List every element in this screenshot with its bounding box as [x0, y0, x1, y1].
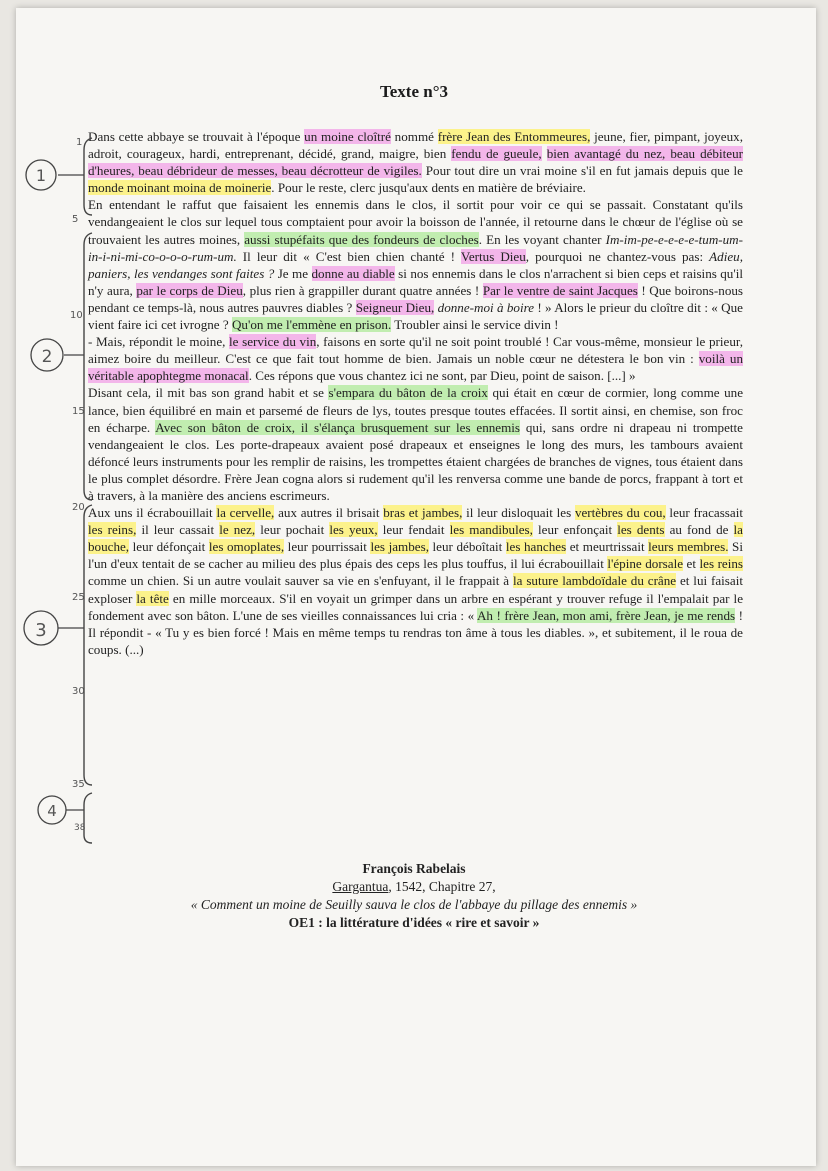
- text-segment: Aux uns il écrabouillait: [88, 505, 217, 521]
- text-segment: [542, 146, 547, 161]
- chapter-subtitle: « Comment un moine de Seuilly sauva le clos de l'abbaye du pillage des ennemis »: [190, 897, 638, 912]
- text-segment: aux autres il brisait: [274, 505, 384, 521]
- highlighted-text: voilà un véritable apophtegme monacal: [88, 351, 743, 384]
- text-segment: leur fendait: [377, 522, 450, 538]
- book-reference: [0, 878, 828, 896]
- section-number-2: 2: [41, 347, 53, 367]
- text-segment: Je me: [274, 265, 312, 281]
- highlighted-text: donne au diable: [311, 265, 395, 281]
- paragraph: [88, 333, 743, 384]
- line-number: 25: [72, 592, 85, 603]
- text-segment: et meurtrissait: [566, 539, 649, 555]
- text-segment: Pour tout dire un vrai moine s'il en fut jamais depuis que le: [421, 163, 743, 179]
- text-segment: Dans cette abbaye se trouvait à l'époque: [88, 129, 305, 144]
- text-segment: leur enfonçait: [532, 522, 618, 538]
- text-segment: il leur cassait: [136, 522, 220, 538]
- text-segment: leur fracassait: [665, 505, 743, 521]
- text-segment: . Ces répons que vous chantez ici ne sont, par Dieu, point de saison. [...] »: [248, 368, 636, 384]
- text-segment: ! Il répondit - « Tu y es bien forcé ! Mais en même temps tu rendras ton âme à tous les diables. », et subitement, il le roua de coups. (...): [88, 607, 744, 657]
- line-number: 10: [70, 310, 83, 321]
- text-segment: au fond de: [664, 522, 734, 538]
- paragraph: [88, 504, 743, 658]
- highlighted-text: bien avantagé du nez, beau débiteur d'heures, beau débrideur de messes, beau décrotteur de vigiles.: [88, 146, 743, 179]
- highlighted-text: les yeux,: [329, 522, 378, 538]
- text-segment: Adieu, paniers, les vendanges sont faites ?: [88, 248, 743, 281]
- text-segment: ! » Alors le prieur du cloître dit : « Que vient faire ici cet ivrogne ?: [88, 299, 743, 333]
- highlighted-text: s'empara du bâton de la croix: [328, 385, 488, 401]
- course-object: OE1 : la littérature d'idées « rire et savoir »: [288, 915, 540, 930]
- citation-footer: [0, 860, 828, 932]
- line-number: 35: [72, 779, 85, 790]
- text-segment: Im-im-pe-e-e-e-e-tum-um-in-i-ni-mi-co-o-o-o-rum-um.: [88, 231, 743, 264]
- book-title: Gargantua: [332, 879, 389, 894]
- section-number-1: 1: [35, 166, 47, 185]
- text-segment: qui, sans ordre ni drapeau ni trompette vendangeaient le clos. Les porte-drapeaux avaient posé drapeaux et enseignes le long des murs, les tambours avaient défoncé leurs instruments pour les remplir de raisins, les trompettes étaient chargées de branches de vignes, tous étaient dans le plus complet désordre. Frère Jean cogna alors si rudement qu'il les renversa comme une bande de porcs, frappant à tort et à travers, à la manière des anciens escrimeurs.: [88, 419, 743, 503]
- highlighted-text: fendu de gueule,: [451, 146, 542, 162]
- text-segment: nommé: [390, 129, 438, 144]
- text-segment: leur déboîtait: [428, 539, 506, 555]
- text-segment: . Pour le reste, clerc jusqu'aux dents en matière de bréviaire.: [271, 180, 586, 196]
- highlighted-text: la tête: [136, 590, 169, 606]
- text-segment: ! Que boirons-nous pendant ce temps-là, nous autres pauvres diables ?: [88, 282, 744, 315]
- line-number: 15: [72, 406, 85, 417]
- highlighted-text: les dents: [617, 522, 665, 538]
- paragraph: [88, 384, 743, 504]
- text-segment: il leur disloquait les: [462, 505, 575, 521]
- text-segment: leur pourrissait: [284, 539, 371, 555]
- highlighted-text: Seigneur Dieu,: [355, 299, 435, 315]
- highlighted-text: Avec son bâton de croix, il s'élança brusquement sur les ennemis: [155, 419, 521, 435]
- text-segment: qui était en cœur de cormier, long comme une lance, bien équilibré en main et parsemé de fleurs de lys, toutes presque toutes effacées. Il sortit ainsi, en chemise, son froc en écharpe.: [88, 385, 744, 435]
- paragraph: [88, 128, 743, 196]
- body-text: [88, 128, 743, 658]
- highlighted-text: les omoplates,: [208, 539, 285, 555]
- highlighted-text: les hanches: [505, 539, 567, 555]
- text-segment: Disant cela, il mit bas son grand habit et se: [88, 385, 329, 401]
- highlighted-text: par le corps de Dieu: [136, 282, 243, 298]
- highlighted-text: les reins: [699, 556, 744, 572]
- highlighted-text: Vertus Dieu: [460, 248, 526, 264]
- text-segment: , plus rien à grappiller durant quatre années !: [242, 282, 483, 298]
- section-number-3: 3: [35, 620, 47, 641]
- text-segment: En entendant le raffut que faisaient les ennemis dans le clos, il sortit pour voir ce qui se passait. Constatant qu'ils vendangeaient le clos sur lequel tous comptaient pour avoir la boisson de l'année, il retourne dans le chœur de l'église où se trouvaient les autres moines,: [88, 197, 743, 247]
- paragraph: [88, 196, 743, 333]
- highlighted-text: bras et jambes,: [383, 505, 463, 521]
- text-segment: donne-moi à boire: [437, 299, 535, 315]
- line-number: 30: [72, 686, 85, 697]
- author-name: François Rabelais: [362, 861, 466, 876]
- highlighted-text: l'épine dorsale: [607, 556, 684, 572]
- highlighted-text: monde moinant moina de moinerie: [88, 180, 272, 196]
- text-segment: jeune, fier, pimpant, joyeux, adroit, courageux, hardi, entreprenant, décidé, grand, maigre, bien: [88, 129, 743, 162]
- document-title: Texte n°3: [379, 82, 449, 101]
- text-segment: comme un chien. Si un autre voulait sauver sa vie en s'enfuyant, il le frappait à: [88, 573, 513, 589]
- text-segment: si nos ennemis dans le clos n'arrachent si bien ceps et raisins qu'il n'y aura,: [88, 265, 743, 298]
- highlighted-text: Par le ventre de saint Jacques: [482, 282, 638, 298]
- book-year-chapter: , 1542, Chapitre 27,: [388, 879, 496, 894]
- text-segment: , pourquoi ne chantez-vous pas:: [525, 248, 710, 264]
- line-number: 38: [74, 823, 86, 833]
- highlighted-text: frère Jean des Entommeures,: [437, 129, 591, 144]
- text-segment: leur pochait: [255, 522, 330, 538]
- highlighted-text: les jambes,: [370, 539, 429, 555]
- text-segment: - Mais, répondit le moine,: [88, 334, 230, 350]
- highlighted-text: la cervelle,: [216, 505, 275, 521]
- highlighted-text: la suture lambdoïdale du crâne: [513, 573, 677, 589]
- text-segment: en mille morceaux. S'il en voyait un grimper dans un arbre en espérant y trouver refuge il l'empalait par le fondement avec son bâton. L'une de ses vieilles connaissances lui cria : «: [88, 590, 743, 623]
- highlighted-text: vertèbres du cou,: [574, 505, 666, 521]
- highlighted-text: les mandibules,: [449, 522, 533, 538]
- highlighted-text: Ah ! frère Jean, mon ami, frère Jean, je me rends: [476, 607, 736, 623]
- text-segment: et lui faisait exploser: [88, 573, 743, 606]
- text-segment: et: [683, 556, 700, 572]
- line-number: 1: [76, 137, 83, 148]
- highlighted-text: le nez,: [219, 522, 256, 538]
- text-segment: Il leur dit « C'est bien chien chanté !: [236, 248, 461, 264]
- highlighted-text: le service du vin: [229, 334, 317, 350]
- highlighted-text: Qu'on me l'emmène en prison.: [231, 317, 392, 333]
- highlighted-text: les reins,: [88, 522, 137, 538]
- highlighted-text: aussi stupéfaits que des fondeurs de cloches: [244, 231, 479, 247]
- highlighted-text: leurs membres.: [648, 539, 729, 555]
- highlighted-text: la bouche,: [88, 522, 743, 555]
- text-segment: Si l'un d'eux tentait de se cacher au milieu des plus épais des ceps les plus touffus, il lui écrabouillait: [88, 539, 743, 572]
- line-number: 5: [72, 214, 79, 225]
- text-segment: leur défonçait: [129, 539, 209, 555]
- line-number: 20: [72, 502, 85, 513]
- section-number-4: 4: [47, 802, 57, 820]
- text-segment: , faisons en sorte qu'il ne soit point troublé ! Car vous-même, monsieur le prieur, aimez boire du meilleur. C'est ce que fait tout homme de bien. Jamais un noble cœur ne détestera le bon vin :: [88, 334, 744, 367]
- highlighted-text: un moine cloîtré: [304, 129, 391, 144]
- text-segment: Troubler ainsi le service divin !: [391, 317, 559, 333]
- text-segment: . En les voyant chanter: [478, 231, 606, 247]
